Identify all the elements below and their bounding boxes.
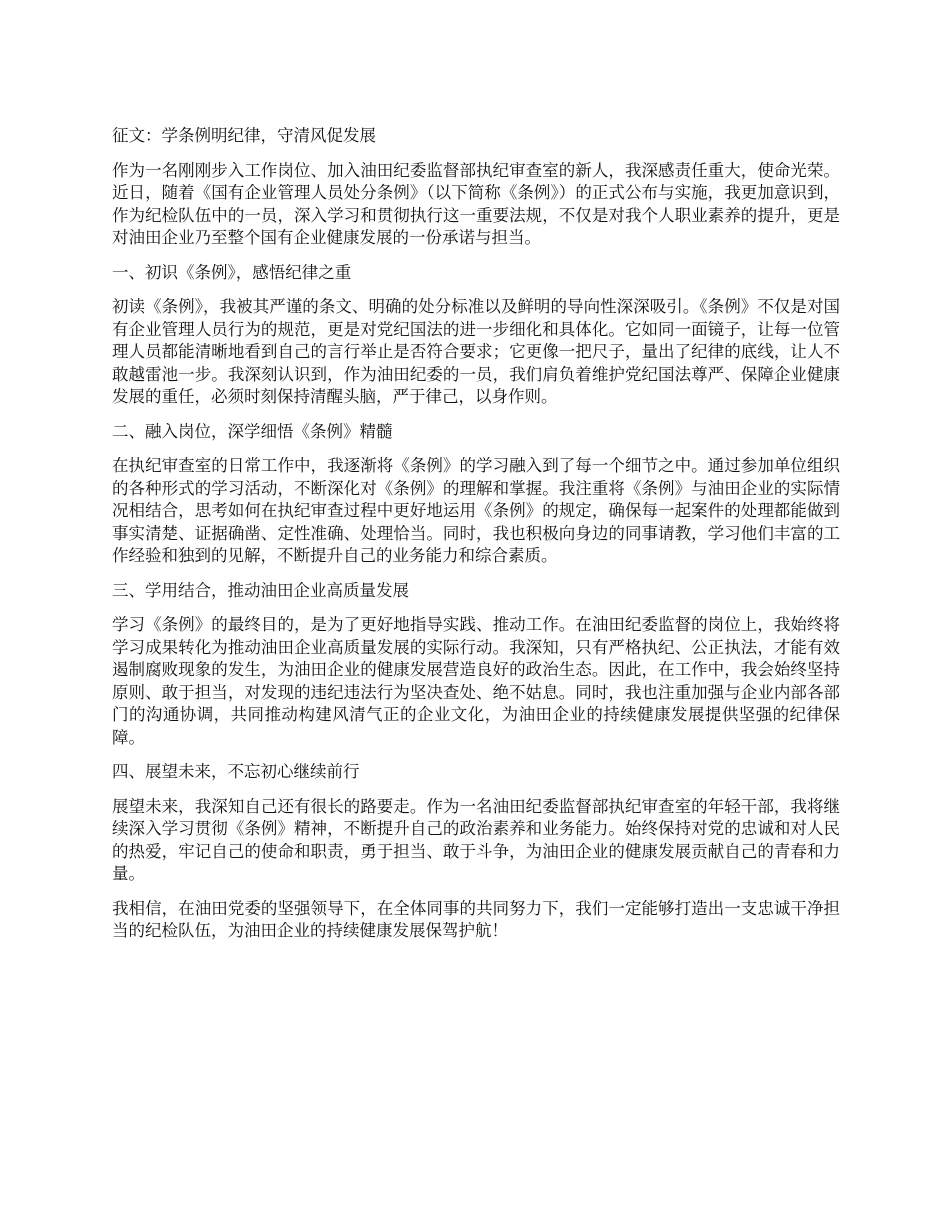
section-paragraph-3: 学习《条例》的最终目的，是为了更好地指导实践、推动工作。在油田纪委监督的岗位上，我始终将学习成果转化为推动油田企业高质量发展的实际行动。我深知，只有严格执纪、公正执法，才能有效遏制腐败现象的发生，为油田企业的健康发展营造良好的政治生态。因此，在工作中，我会始终坚持原则、敢于担当，对发现的违纪违法行为坚决查处、绝不姑息。同时，我也注重加强与企业内部各部门的沟通协调，共同推动构建风清气正的企业文化，为油田企业的持续健康发展提供坚强的纪律保障。 — [112, 615, 840, 747]
section-paragraph-1: 初读《条例》，我被其严谨的条文、明确的处分标准以及鲜明的导向性深深吸引。《条例》不仅是对国有企业管理人员行为的规范，更是对党纪国法的进一步细化和具体化。它如同一面镜子，让每一位管理人员都能清晰地看到自己的言行举止是否符合要求；它更像一把尺子，量出了纪律的底线，让人不敢越雷池一步。我深刻认识到，作为油田纪委的一员，我们肩负着维护党纪国法尊严、保障企业健康发展的重任，必须时刻保持清醒头脑，严于律己，以身作则。 — [112, 297, 840, 406]
section-heading-1: 一、初识《条例》，感悟纪律之重 — [112, 262, 352, 282]
section-paragraph-4: 展望未来，我深知自己还有很长的路要走。作为一名油田纪委监督部执纪审查室的年轻干部，我将继续深入学习贯彻《条例》精神，不断提升自己的政治素养和业务能力。始终保持对党的忠诚和对人民的热爱，牢记自己的使命和职责，勇于担当、敢于斗争，为油田企业的健康发展贡献自己的青春和力量。 — [112, 796, 840, 883]
closing-paragraph: 我相信，在油田党委的坚强领导下，在全体同事的共同努力下，我们一定能够打造出一支忠诚干净担当的纪检队伍，为油田企业的持续健康发展保驾护航！ — [112, 898, 840, 940]
section-heading-4: 四、展望未来，不忘初心继续前行 — [112, 762, 360, 781]
section-heading-3: 三、学用结合，推动油田企业高质量发展 — [112, 580, 409, 600]
intro-paragraph: 作为一名刚刚步入工作岗位、加入油田纪委监督部执纪审查室的新人，我深感责任重大，使命光荣。近日，随着《国有企业管理人员处分条例》（以下简称《条例》）的正式公布与实施，我更加意识到，作为纪检队伍中的一员，深入学习和贯彻执行这一重要法规，不仅是对我个人职业素养的提升，更是对油田企业乃至整个国有企业健康发展的一份承诺与担当。 — [112, 160, 840, 247]
section-heading-2: 二、融入岗位，深学细悟《条例》精髓 — [112, 421, 393, 441]
section-paragraph-2: 在执纪审查室的日常工作中，我逐渐将《条例》的学习融入到了每一个细节之中。通过参加单位组织的各种形式的学习活动，不断深化对《条例》的理解和掌握。我注重将《条例》与油田企业的实际情况相结合，思考如何在执纪审查过程中更好地运用《条例》的规定，确保每一起案件的处理都能做到事实清楚、证据确凿、定性准确、处理恰当。同时，我也积极向身边的同事请教，学习他们丰富的工作经验和独到的见解，不断提升自己的业务能力和综合素质。 — [112, 456, 840, 565]
document-body — [112, 125, 840, 955]
document-title: 征文：学条例明纪律，守清风促发展 — [112, 126, 376, 145]
